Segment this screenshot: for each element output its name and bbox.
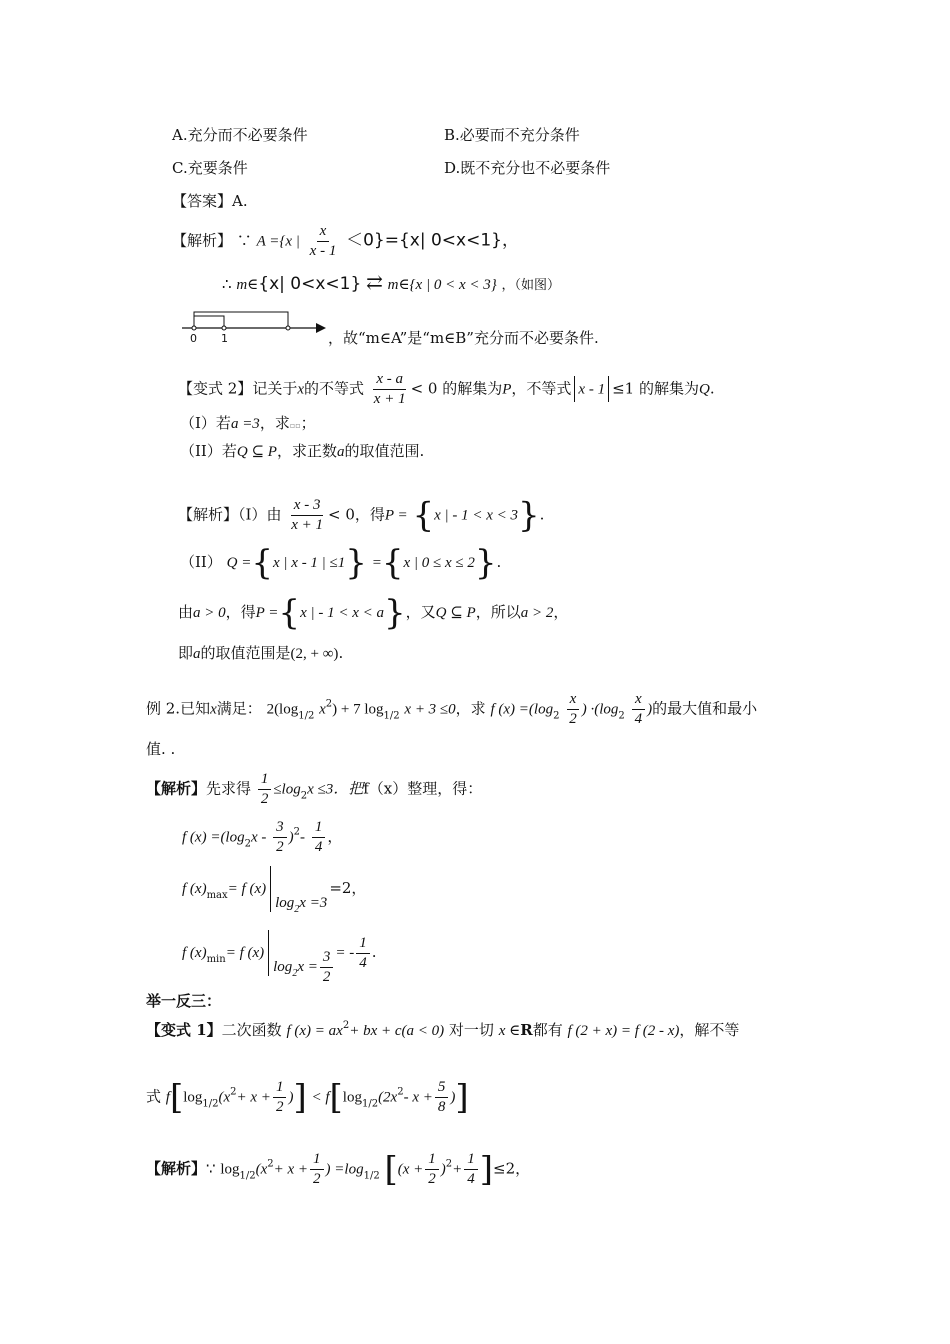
solution1-conclusion: ，故“m∈A”是“m∈B”充分而不必要条件. — [328, 329, 599, 347]
open-point-1 — [222, 326, 226, 330]
fraction: $\frac{1}{4}$ — [356, 934, 370, 973]
open-point-3 — [286, 326, 290, 330]
interval-0-1 — [194, 316, 224, 328]
number-line — [180, 308, 330, 348]
section-title: 举一反三： — [146, 992, 222, 1010]
solution-label: 【解析】 — [172, 231, 233, 250]
set-open: {x| 0<x<1} — [258, 274, 362, 294]
fraction: $\frac{3}{2}$ — [320, 948, 334, 987]
option-c: C.充要条件 — [172, 159, 248, 177]
number-line-arrow-icon — [316, 323, 326, 333]
solution4-line1: 【解析】∵ $\log_{1/2}(x^2+ x$ + $\frac{1}{2}$ ) $=\log_{1/2}$ [(x + $\frac{1}{2}$ )$^2$+ $\frac{1}{4}$ ]≤2， — [146, 1149, 531, 1190]
fraction: $\frac{1}{4}$ — [312, 818, 326, 857]
solution1-line2 — [222, 270, 560, 294]
figure-note: ，（如图） — [501, 278, 561, 293]
implies-arrows-icon: ⇄ — [366, 270, 383, 294]
variant2-statement: 【变式 2】记关于x的不等式 $\frac{x - a}{x + 1}$ < 0 的解集为P，不等式 x - 1 ≤1 的解集为Q. — [178, 371, 715, 407]
fraction: $\frac{1}{2}$ — [425, 1150, 439, 1189]
m-in: m∈ — [236, 277, 259, 293]
option-d: D.既不充分也不必要条件 — [444, 159, 611, 177]
fraction: $\frac{x - 3}{x + 1}$ — [291, 497, 324, 533]
variant2-part2: （II）若Q ⊆ P，求正数a的取值范围. — [180, 442, 425, 460]
fraction: $\frac{x}{x - 1}$ — [309, 223, 337, 259]
answer-value: A. — [232, 192, 248, 210]
solution2-part4: 即a的取值范围是(2, + ∞). — [178, 644, 344, 662]
fraction: $\frac{x}{2}$ — [566, 690, 580, 729]
answer-label: 【答案】 — [172, 192, 233, 210]
set-a-lhs: A ={x | — [256, 233, 300, 250]
option-a: A.充分而不必要条件 — [172, 126, 308, 144]
fraction: $\frac{x - a}{x + 1}$ — [373, 371, 406, 407]
fraction: $\frac{3}{2}$ — [273, 818, 287, 857]
obscured-expression-icon: ▫▫ — [289, 421, 301, 430]
answer-line — [172, 192, 248, 210]
fraction: $\frac{5}{8}$ — [435, 1078, 449, 1117]
fraction: $\frac{1}{2}$ — [273, 1078, 287, 1117]
example2-statement: 例 2.已知x满足： $2(\log_{1/2}$ $x^2) + 7$ $\log_{1/2} x + 3 \le 0$，求 f $(x) =(\log_2$ $\frac{x}{2}$ ) $\cdot(\log_2$ $\frac{x}{4}$ )的最大值和最小 — [146, 691, 758, 727]
fraction: $\frac{1}{4}$ — [464, 1150, 478, 1189]
solution1-line1 — [172, 222, 519, 261]
therefore-symbol: ∴ — [222, 275, 232, 293]
variant1-statement: 【变式 1】二次函数 f $(x) = ax^2+$ bx + c(a < 0) 对一切 x ∈R都有 f (2 + x) = f (2 - x)，解不等 — [146, 1020, 740, 1039]
solution2-part2: （II） Q ={x | x - 1 | ≤1} ={x | 0 ≤ x ≤ 2}. — [180, 543, 502, 583]
set-a-rhs: ＜0}={x| 0<x<1}， — [346, 230, 519, 251]
solution2-part3: 由a > 0，得P ={x | - 1 < x < a}，又Q ⊆ P，所以a > 2， — [178, 593, 569, 633]
example2-statement-end: 值. . — [146, 740, 176, 758]
variant1-inequality: 式 $f[\log_{1/2}(x^2+ x$ + $\frac{1}{2}$ )] < $f[\log_{1/2}(2x^2-$ x + $\frac{5}{8}$ )] — [146, 1077, 469, 1118]
open-point-0 — [192, 326, 196, 330]
tick-0: 0 — [190, 332, 197, 345]
interval-0-3 — [194, 312, 288, 328]
variant2-label: 【变式 2】 — [178, 379, 253, 398]
solution3-min: f $(x)_{min}= f$ $(x)\log_2x$ = $\frac{3}{2}$ = - $\frac{1}{4}$ . — [182, 930, 377, 976]
because-symbol: ∵ — [236, 231, 252, 250]
set-b: m∈{x | 0 < x < 3} — [387, 277, 497, 293]
base-half: 1/2 — [298, 710, 315, 722]
fraction: $\frac{1}{2}$ — [258, 770, 272, 809]
solution3-max: f $(x)_{max}= f$ $(x)\log_2x =3=2$， — [182, 866, 366, 912]
fraction: $\frac{x}{4}$ — [632, 690, 646, 729]
solution3-line1: 【解析】先求得 $\frac{1}{2}$ $\le\log_2x \le 3$．把f（x）整理，得： — [146, 771, 483, 807]
fraction: $\frac{1}{2}$ — [310, 1150, 324, 1189]
option-b: B.必要而不充分条件 — [444, 126, 580, 144]
variant2-part1: （I）若a =3，求▫▫； — [180, 414, 316, 432]
solution2-part1: 【解析】（I）由 $\frac{x - 3}{x + 1}$ < 0，得P = {x | - 1 < x < 3}. — [178, 495, 545, 536]
solution3-fx: f $(x) =(\log_2x$ - $\frac{3}{2}$ )$^2$- $\frac{1}{4}$ ， — [182, 819, 343, 855]
tick-1: 1 — [221, 332, 228, 345]
